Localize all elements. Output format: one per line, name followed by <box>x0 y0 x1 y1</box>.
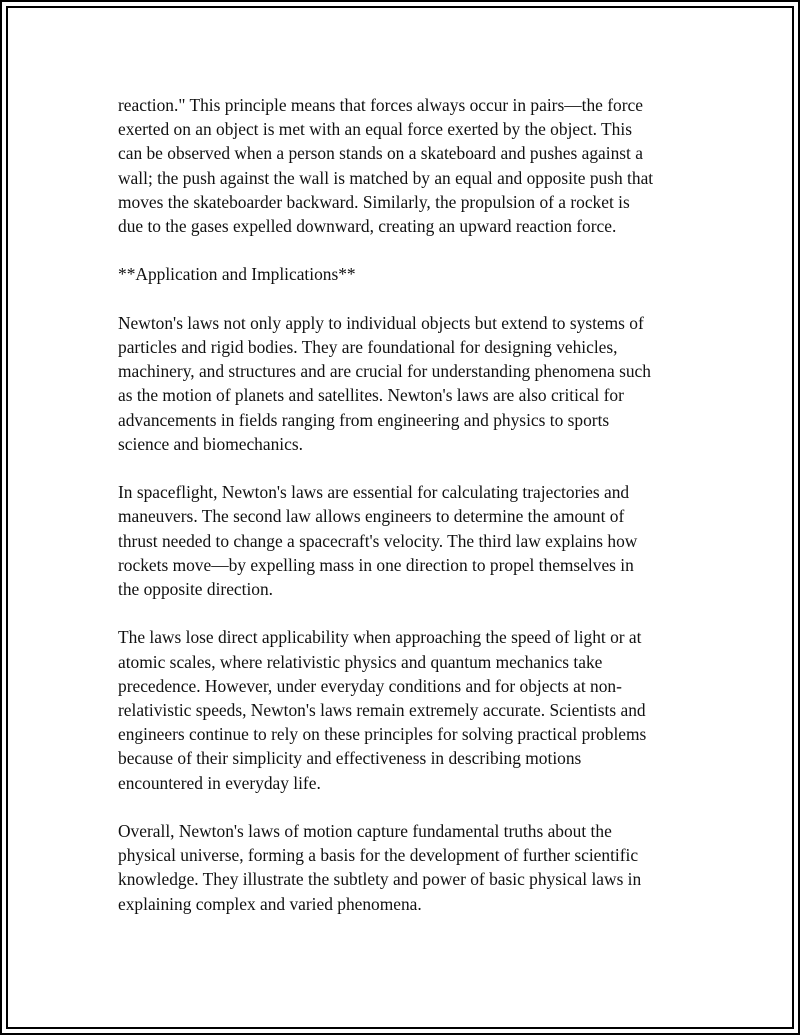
text-line: explaining complex and varied phenomena. <box>118 893 422 914</box>
text-line: engineers continue to rely on these principles for solving practical problems <box>118 724 647 745</box>
paragraph-spaceflight <box>118 480 696 601</box>
text-line: science and biomechanics. <box>118 433 303 454</box>
paragraph-limitations <box>118 625 696 794</box>
text-line: advancements in fields ranging from engineering and physics to sports <box>118 409 610 430</box>
text-line: the opposite direction. <box>118 579 274 600</box>
section-heading <box>118 262 696 286</box>
text-line: can be observed when a person stands on a skateboard and pushes against a <box>118 143 643 164</box>
text-line: Newton's laws not only apply to individual objects but extend to systems of <box>118 312 644 333</box>
text-line: The laws lose direct applicability when approaching the speed of light or at <box>118 627 642 648</box>
text-line: moves the skateboarder backward. Similarly, the propulsion of a rocket is <box>118 191 630 212</box>
text-line: precedence. However, under everyday conditions and for objects at non- <box>118 675 622 696</box>
section-heading-text: **Application and Implications** <box>118 264 356 285</box>
paragraph-conclusion <box>118 819 696 916</box>
text-line: atomic scales, where relativistic physics and quantum mechanics take <box>118 651 603 672</box>
paragraph-applications <box>118 311 696 456</box>
paragraph-third-law-continuation <box>118 93 696 238</box>
text-line: In spaceflight, Newton's laws are essential for calculating trajectories and <box>118 482 630 503</box>
document-body <box>118 93 696 940</box>
text-line: encountered in everyday life. <box>118 772 321 793</box>
text-line: machinery, and structures and are crucial for understanding phenomena such <box>118 361 651 382</box>
text-line: wall; the push against the wall is matched by an equal and opposite push that <box>118 167 654 188</box>
text-line: as the motion of planets and satellites. Newton's laws are also critical for <box>118 385 624 406</box>
text-line: thrust needed to change a spacecraft's velocity. The third law explains how <box>118 530 638 551</box>
text-line: relativistic speeds, Newton's laws remain extremely accurate. Scientists and <box>118 700 646 721</box>
text-line: maneuvers. The second law allows engineers to determine the amount of <box>118 506 625 527</box>
text-line: reaction." This principle means that forces always occur in pairs—the force <box>118 95 643 115</box>
text-line: particles and rigid bodies. They are foundational for designing vehicles, <box>118 337 618 357</box>
text-line: exerted on an object is met with an equal force exerted by the object. This <box>118 119 632 140</box>
text-line: due to the gases expelled downward, creating an upward reaction force. <box>118 216 617 237</box>
text-line: rockets move—by expelling mass in one direction to propel themselves in <box>118 554 634 575</box>
text-line: because of their simplicity and effectiveness in describing motions <box>118 748 582 769</box>
text-line: Overall, Newton's laws of motion capture fundamental truths about the <box>118 821 612 842</box>
text-line: physical universe, forming a basis for the development of further scientific <box>118 845 639 866</box>
text-line: knowledge. They illustrate the subtlety and power of basic physical laws in <box>118 869 642 890</box>
